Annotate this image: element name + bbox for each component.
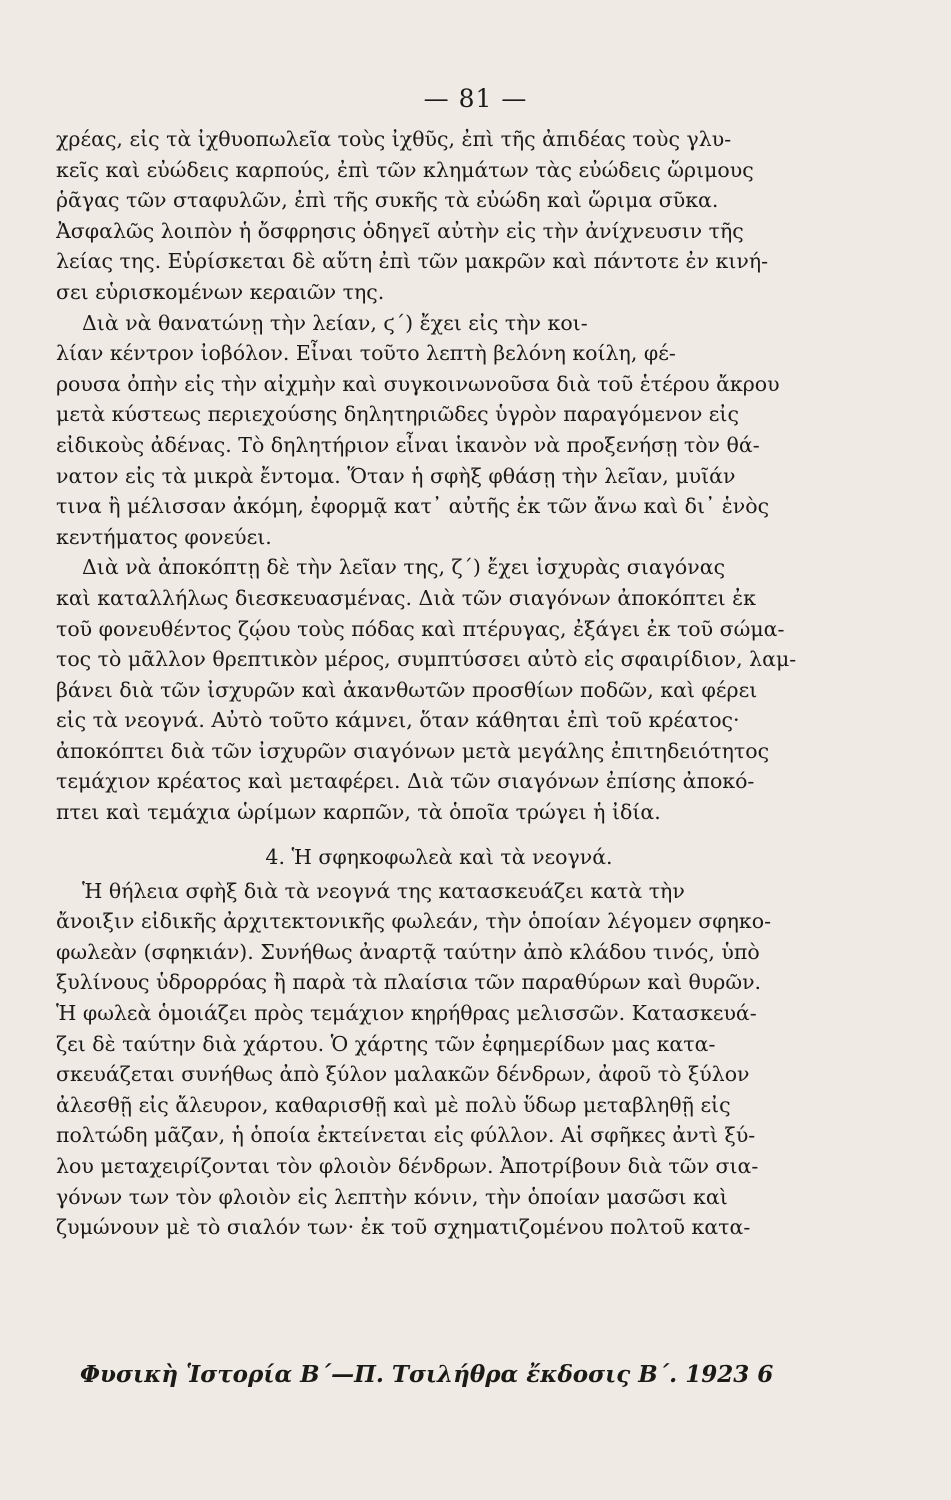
section-heading: 4. Ἡ σφηκοφωλεὰ καὶ τὰ νεογνά.: [265, 844, 613, 869]
text-line: εἰς τὰ νεογνά. Αὐτὸ τοῦτο κάμνει, ὅταν κάθηται ἐπὶ τοῦ κρέατος·: [56, 708, 740, 733]
text-line: Ἡ φωλεὰ ὁμοιάζει πρὸς τεμάχιον κηρήθρας μελισσῶν. Κατασκευά-: [56, 1001, 757, 1026]
text-line: γόνων των τὸν φλοιὸν εἰς λεπτὴν κόνιν, τὴν ὁποίαν μασῶσι καὶ: [56, 1184, 728, 1209]
text-line: ρουσα ὀπὴν εἰς τὴν αἰχμὴν καὶ συγκοινωνοῦσα διὰ τοῦ ἑτέρου ἄκρου: [56, 371, 780, 396]
text-line: λείας της. Εὑρίσκεται δὲ αὕτη ἐπὶ τῶν μακρῶν καὶ πάντοτε ἐν κινή-: [56, 249, 769, 274]
text-line: τεμάχιον κρέατος καὶ μεταφέρει. Διὰ τῶν σιαγόνων ἐπίσης ἀποκό-: [56, 769, 755, 794]
text-line: εἰδικοὺς ἀδένας. Τὸ δηλητήριον εἶναι ἱκανὸν νὰ προξενήσῃ τὸν θά-: [56, 432, 760, 457]
body-text: [56, 124, 822, 1243]
text-line: Διὰ νὰ ἀποκόπτῃ δὲ τὴν λεῖαν της, ζ΄) ἔχει ἰσχυρὰς σιαγόνας: [82, 555, 726, 580]
text-line: λου μεταχειρίζονται τὸν φλοιὸν δένδρων. Ἀποτρίβουν διὰ τῶν σια-: [56, 1154, 759, 1178]
text-line: κεντήματος φονεύει.: [56, 524, 272, 549]
text-line: φωλεὰν (σφηκιάν). Συνήθως ἀναρτᾷ ταύτην ἀπὸ κλάδου τινός, ὑπὸ: [56, 939, 760, 964]
text-line: πτει καὶ τεμάχια ὡρίμων καρπῶν, τὰ ὁποῖα τρώγει ἡ ἰδία.: [56, 800, 661, 825]
text-line: ἀλεσθῇ εἰς ἄλευρον, καθαρισθῇ καὶ μὲ πολὺ ὕδωρ μεταβληθῇ εἰς: [56, 1092, 731, 1117]
text-line: λίαν κέντρον ἰοβόλον. Εἶναι τοῦτο λεπτὴ βελόνη κοίλη, φέ-: [56, 341, 676, 366]
text-line: τινα ἢ μέλισσαν ἀκόμη, ἐφορμᾷ κατ᾽ αὐτῆς ἐκ τῶν ἄνω καὶ δι᾽ ἑνὸς: [56, 494, 770, 519]
text-line: ἀποκόπτει διὰ τῶν ἰσχυρῶν σιαγόνων μετὰ μεγάλης ἐπιτηδειότητος: [56, 738, 770, 763]
text-line: μετὰ κύστεως περιεχούσης δηλητηριῶδες ὑγρὸν παραγόμενον εἰς: [56, 402, 739, 427]
text-line: καὶ καταλλήλως διεσκευασμένας. Διὰ τῶν σιαγόνων ἀποκόπτει ἐκ: [56, 585, 756, 610]
text-line: ἄνοιξιν εἰδικῆς ἀρχιτεκτονικῆς φωλεάν, τὴν ὁποίαν λέγομεν σφηκο-: [56, 909, 772, 934]
text-line: σκευάζεται συνήθως ἀπὸ ξύλον μαλακῶν δένδρων, ἀφοῦ τὸ ξύλον: [56, 1062, 750, 1087]
text-line: ζει δὲ ταύτην διὰ χάρτου. Ὁ χάρτης τῶν ἐφημερίδων μας κατα-: [56, 1031, 716, 1056]
page-footer: Φυσικὴ Ἱστορία Β΄—Π. Τσιλήθρα ἔκδοσις Β΄. 1923 6: [80, 1361, 774, 1388]
text-line: Διὰ νὰ θανατώνῃ τὴν λείαν, ϛ΄) ἔχει εἰς τὴν κοι-: [82, 310, 588, 335]
text-line: σει εὑρισκομένων κεραιῶν της.: [56, 279, 385, 304]
text-line: χρέας, εἰς τὰ ἰχθυοπωλεῖα τοὺς ἰχθῦς, ἐπὶ τῆς ἀπιδέας τοὺς γλυ-: [56, 127, 732, 151]
text-line: νατον εἰς τὰ μικρὰ ἔντομα. Ὅταν ἡ σφὴξ φθάσῃ τὴν λεῖαν, μυῖάν: [56, 463, 736, 488]
text-line: κεῖς καὶ εὐώδεις καρπούς, ἐπὶ τῶν κλημάτων τὰς εὐώδεις ὥριμους: [56, 157, 754, 182]
text-line: πολτώδη μᾶζαν, ἡ ὁποία ἐκτείνεται εἰς φύλλον. Αἱ σφῆκες ἀντὶ ξύ-: [56, 1123, 756, 1148]
text-line: τοῦ φονευθέντος ζῴου τοὺς πόδας καὶ πτέρυγας, ἐξάγει ἐκ τοῦ σώμα-: [56, 616, 785, 641]
text-line: ῥᾶγας τῶν σταφυλῶν, ἐπὶ τῆς συκῆς τὰ εὐώδη καὶ ὥριμα σῦκα.: [56, 188, 719, 213]
text-line: ζυμώνουν μὲ τὸ σιαλόν των· ἐκ τοῦ σχηματιζομένου πολτοῦ κατα-: [56, 1215, 751, 1240]
text-line: Ἀσφαλῶς λοιπὸν ἡ ὄσφρησις ὁδηγεῖ αὐτὴν εἰς τὴν ἀνίχνευσιν τῆς: [56, 218, 744, 243]
text-line: βάνει διὰ τῶν ἰσχυρῶν καὶ ἀκανθωτῶν προσθίων ποδῶν, καὶ φέρει: [56, 677, 758, 702]
text-line: τος τὸ μᾶλλον θρεπτικὸν μέρος, συμπτύσσει αὐτὸ εἰς σφαιρίδιον, λαμ-: [56, 647, 797, 672]
page-number: — 81 —: [423, 84, 528, 113]
text-line: ξυλίνους ὑδρορρόας ἢ παρὰ τὰ πλαίσια τῶν παραθύρων καὶ θυρῶν.: [56, 970, 762, 995]
text-line: Ἡ θήλεια σφὴξ διὰ τὰ νεογνά της κατασκευάζει κατὰ τὴν: [82, 878, 685, 903]
